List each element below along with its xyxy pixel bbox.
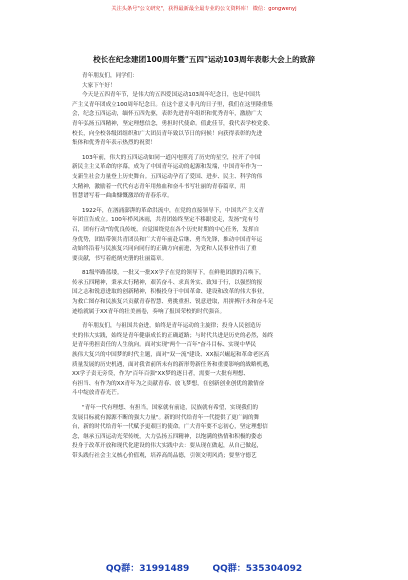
paragraph [72, 91, 356, 149]
paragraph-line: 史的伟大实践，始终是青年健康成长的正确道路；与时代共进是历史的必然，始终 [72, 332, 274, 339]
paragraph-line: 要贡献，书写着彪炳史册的壮丽篇章。 [72, 255, 168, 262]
footer-qq-group-2: QQ群：535304092 [212, 564, 303, 574]
paragraph-line: 集体和优秀青年表示热烈的祝贺！ [72, 140, 156, 147]
paragraph-line: 校长，向全校各级团组织和广大团员青年致以节日的问候！向获得表彰的先进 [72, 130, 263, 137]
paragraph-line: 台，新的时代给青年一代赋予更艰巨的使命。广大青年要不忘初心，坚定理想信 [72, 424, 268, 431]
promo-banner [0, 6, 408, 13]
paragraph-line: 青年弘扬五四精神，坚定理想信念，勇担时代使命。值此佳节，我代表学校党委、 [72, 120, 274, 127]
paragraph-line: 带头践行社会主义核心价值观，培养高尚品德，引领文明风尚；要坚守德艺 [72, 452, 257, 459]
paragraph-line: 今天是五四青年节，是伟大的五四爱国运动103周年纪念日，也是中国共 [82, 92, 261, 99]
paragraph-gap [72, 462, 356, 467]
paragraph-line: XX学子责无旁贷，作为"百年百强"XX梦的逐日者，需要一大批有理想、 [72, 371, 250, 378]
paragraph [72, 404, 356, 462]
paragraph-line: 国之志和锐意进取的创新精神，积极投身于中国革命、建设和改革的伟大事业， [72, 289, 268, 296]
paragraph-line: 103年前，伟大的五四运动如同一道闪电照亮了历史的星空，拉开了中国 [82, 154, 261, 161]
paragraph-line: 动始终沿着与民族复兴同向同行的正确方向前进，为党和人民事业作出了重 [72, 246, 257, 253]
paragraph-line: 智慧谱写着一曲曲慷慨激昂的青春乐章。 [72, 193, 173, 200]
paragraph-line: 产主义青年团成立100周年纪念日。在这个意义非凡的日子里，我们在这里隆重集 [72, 101, 273, 108]
paragraph-line: 1922年，在汹涌澎湃的革命洪流中，在党的直接领导下，中国共产主义青 [82, 207, 265, 214]
paragraph-line: 大家下午好！ [82, 82, 116, 89]
paragraph-line: 年团宣告成立。100年栉风沐雨，共青团始终坚定不移跟党走，发扬"党有号 [72, 217, 259, 224]
paragraph-line: 青年朋友们，与祖国共奋进，始终是青年运动的主旋律；投身人民创造历 [82, 323, 262, 330]
footer-contact [0, 561, 408, 574]
paragraph-line: 族伟大复兴的中国梦的时代主题，面对"双一流"建设、XX振兴崛起和革命老区高 [72, 352, 270, 359]
paragraph [72, 82, 356, 92]
paragraph-line: 发展目标就有源源不断的强大力量"。新的时代给青年一代提供了更广阔的舞 [72, 414, 260, 421]
paragraph-line: 质量发展的历史机遇，面对我省前所未有的新形势新任务和重要影响的战略机遇， [72, 361, 274, 368]
paragraph-line: 斗中绽放青春光芒。 [72, 390, 123, 397]
paragraph-line: 传承五四精神，秉承太行精神，艰苦奋斗、求真务实、致知于行，以强烈的报 [72, 279, 263, 286]
paragraph-line: "青年一代有理想、有担当，国家就有前途，民族就有希望，实现我们的 [82, 405, 258, 411]
paragraph-line: 迹绘就属于XX青年的壮美画卷，奏响了报国荣校的时代强音。 [72, 308, 226, 315]
paragraph-line: 81级毕路蓝缕，一批又一批XX学子在党的领导下，在鲜艳团旗的召唤下， [82, 270, 265, 277]
paragraph-line: 大精神，激励着一代代有志青年用热血和奋斗书写壮丽的青春篇章，用 [72, 183, 246, 190]
paragraph [72, 154, 356, 202]
footer-qq-group-1: QQ群：31991489 [105, 564, 190, 574]
document-body [72, 72, 356, 467]
paragraph-line: 有担当、有作为的XX青年为之贡献青春、放飞梦想，在创新创业创优的激情奋 [72, 380, 265, 387]
paragraph [72, 269, 356, 317]
paragraph [72, 72, 356, 82]
paragraph-line: 为救亡图存和民族复兴贡献青春智慧、勇挑重担、锐意进取，用拼搏汗水和奋斗足 [72, 299, 274, 306]
promo-banner-line1: 关注头条号"公文研究"，获得最新最全最专业的公文资料库！ 微信：gongwenyj [111, 6, 297, 12]
paragraph-line: 新民主主义革命的序幕，成为了中国青年运动的起源和发端，中国青年作为一 [72, 164, 263, 171]
paragraph [72, 207, 356, 265]
paragraph-line: 是青年勇担责任的人生航向。面对实现"两个一百年"奋斗目标、实现中华民 [72, 342, 257, 349]
paragraph-line: 念，继承五四运动光荣传统，大力弘扬五四精神，以饱满的热情和积极的姿态 [72, 433, 263, 440]
paragraph-line: 会，纪念五四运动，缅怀五四先驱，表彰先进青年组织和优秀青年，激励广大 [72, 111, 263, 118]
paragraph-line: 青年朋友们，同学们： [82, 73, 138, 79]
paragraph-line: 召，团有行动"的优良传统，自觉围绕党在各个历史时期的中心任务，发挥自 [72, 226, 260, 233]
document-title: 校长在纪念建团100周年暨"五四"运动103周年表彰大会上的致辞 [93, 55, 315, 64]
paragraph-line: 投身于改革开放和现代化建设的伟大实践中去：要从现在做起，从自己做起， [72, 443, 263, 450]
paragraph-line: 支新生社会力量登上历史舞台。五四运动孕育了爱国、进步、民主、科学的伟 [72, 173, 263, 180]
paragraph-line: 身优势，团结带领共青团员和广大青年前赴后继、勇当先锋，推动中国青年运 [72, 236, 263, 243]
paragraph [72, 322, 356, 399]
